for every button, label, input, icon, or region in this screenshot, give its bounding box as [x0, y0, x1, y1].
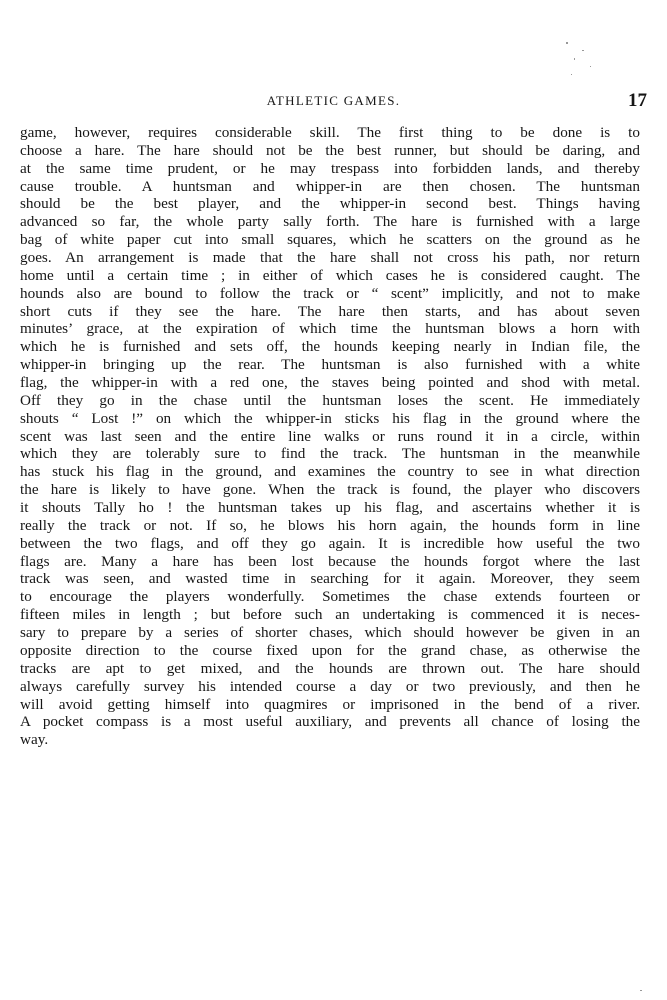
running-head: ATHLETIC GAMES. — [266, 93, 401, 108]
text-line: sary to prepare by a series of shorter chases, which should however be given in an — [20, 624, 640, 642]
text-line: tracks are apt to get mixed, and the hounds are thrown out. The hare should — [20, 659, 640, 677]
text-line: shouts “ Lost !” on which the whipper-in sticks his flag in the ground where the — [20, 409, 640, 427]
text-line: advanced so far, the whole party sally forth. The hare is furnished with a large — [20, 213, 640, 231]
text-line: which they are tolerably sure to find the track. The huntsman in the meanwhile — [20, 445, 640, 463]
text-line: home until a certain time ; in either of which cases he is considered caught. The — [20, 266, 640, 284]
text-line: really the track or not. If so, he blows his horn again, the hounds form in line — [20, 516, 640, 534]
scan-speck — [571, 74, 572, 75]
text-line: the hare is likely to have gone. When the track is found, the player who discovers — [20, 481, 640, 499]
text-line: flags are. Many a hare has been lost because the hounds forgot where the last — [20, 552, 640, 570]
scan-speck — [590, 66, 591, 67]
text-line: bag of white paper cut into small squares, which he scatters on the ground as he — [20, 231, 640, 249]
text-line: goes. An arrangement is made that the hare shall not cross his path, nor return — [20, 249, 640, 267]
text-line: whipper-in bringing up the rear. The huntsman is also furnished with a white — [20, 356, 640, 374]
text-line: choose a hare. The hare should not be the best runner, but should be daring, and — [20, 141, 640, 159]
text-line: which he is furnished and sets off, the hounds keeping nearly in Indian file, the — [20, 338, 640, 356]
text-line: Off they go in the chase until the huntsman loses the scent. He immediately — [20, 391, 640, 409]
scan-speck — [582, 50, 584, 51]
text-line: it shouts Tally ho ! the huntsman takes up his flag, and ascertains whether it is — [20, 499, 640, 517]
text-line: fifteen miles in length ; but before such an undertaking is commenced it is neces- — [20, 606, 640, 624]
text-line: hounds also are bound to follow the track or “ scent” implicitly, and not to make — [20, 284, 640, 302]
text-line: short cuts if they see the hare. The hare then starts, and has about seven — [20, 302, 640, 320]
text-line: should be the best player, and the whipper-in second best. Things having — [20, 195, 640, 213]
text-line: to encourage the players wonderfully. Sometimes the chase extends fourteen or — [20, 588, 640, 606]
body-paragraph — [20, 124, 640, 749]
scan-speck — [640, 990, 642, 991]
page-header — [20, 90, 647, 117]
text-line: flag, the whipper-in with a red one, the staves being pointed and shod with metal. — [20, 374, 640, 392]
scan-speck — [574, 58, 575, 60]
text-line: always carefully survey his intended course a day or two previously, and then he — [20, 677, 640, 695]
page-number: 17 — [628, 90, 647, 111]
text-line: will avoid getting himself into quagmires or imprisoned in the bend of a river. — [20, 695, 640, 713]
scan-speck — [566, 42, 568, 44]
text-line: A pocket compass is a most useful auxiliary, and prevents all chance of losing the — [20, 713, 640, 731]
text-line: between the two flags, and off they go again. It is incredible how useful the two — [20, 534, 640, 552]
text-line: scent was last seen and the entire line walks or runs round it in a circle, within — [20, 427, 640, 445]
text-line: at the same time prudent, or he may trespass into forbidden lands, and thereby — [20, 159, 640, 177]
text-line: way. — [20, 731, 49, 749]
text-line: cause trouble. A huntsman and whipper-in are then chosen. The huntsman — [20, 177, 640, 195]
text-line: game, however, requires considerable skill. The first thing to be done is to — [20, 124, 640, 141]
text-line: track was seen, and wasted time in searching for it again. Moreover, they seem — [20, 570, 640, 588]
text-line: opposite direction to the course fixed upon for the grand chase, as otherwise the — [20, 641, 640, 659]
text-line: has stuck his flag in the ground, and examines the country to see in what direction — [20, 463, 640, 481]
text-line: minutes’ grace, at the expiration of which time the huntsman blows a horn with — [20, 320, 640, 338]
